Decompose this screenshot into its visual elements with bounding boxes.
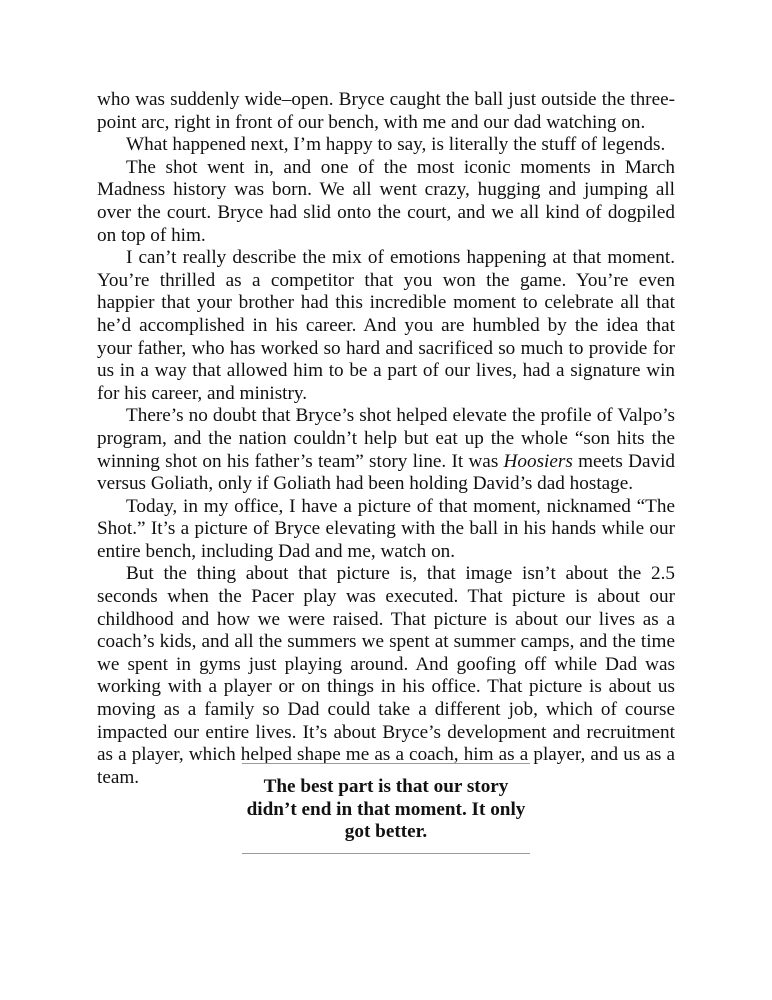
pull-quote bbox=[242, 763, 530, 854]
body-paragraph bbox=[97, 496, 675, 564]
body-paragraph bbox=[97, 247, 675, 405]
text-run: who was suddenly wide–open. Bryce caught the ball just outside the three-point arc, right in front of our bench, with me and our dad watching on. bbox=[97, 89, 675, 133]
body-paragraph bbox=[97, 89, 675, 134]
italic-title: Hoosiers bbox=[503, 450, 573, 472]
text-run: The shot went in, and one of the most iconic moments in March Madness history was born. We all went crazy, hugging and jumping all over the court. Bryce had slid onto the court, and we all kind of dogpiled on top of him. bbox=[97, 156, 675, 246]
body-paragraph bbox=[97, 134, 675, 157]
text-run: What happened next, I’m happy to say, is literally the stuff of legends. bbox=[126, 134, 666, 156]
pull-quote-line: didn’t end in that moment. It only bbox=[246, 798, 526, 820]
pull-quote-line: The best part is that our story bbox=[263, 776, 509, 797]
body-text bbox=[97, 89, 675, 789]
text-run: Today, in my office, I have a picture of that moment, nicknamed “The Shot.” It’s a picture of Bryce elevating with the ball in his hands while our entire bench, including Dad and me, watch on. bbox=[97, 495, 675, 562]
body-paragraph bbox=[97, 405, 675, 495]
text-run: I can’t really describe the mix of emotions happening at that moment. You’re thrilled as a competitor that you won the game. You’re even happier that your brother had this incredible moment to celebrate all that he’d accomplished in his career. And you are humbled by the idea that your father, who has worked so hard and sacrificed so much to provide for us in a way that allowed him to be a part of our lives, had a signature win for his career, and ministry. bbox=[97, 247, 675, 404]
body-paragraph bbox=[97, 563, 675, 789]
text-run: meets David versus Goliath, only if Goliath had been holding David’s dad hostage. bbox=[97, 450, 675, 495]
text-run: But the thing about that picture is, that image isn’t about the 2.5 seconds when the Pacer play was executed. That picture is about our childhood and how we were raised. That picture is about our lives as a coach’s kids, and all the summers we spent at summer camps, and the time we spent in gyms just playing around. And goofing off while Dad was working with a player or on things in his office. That picture is about us moving as a family so Dad could take a different job, which of course impacted our entire lives. It’s about Bryce’s development and recruitment as a player, which helped shape me as a coach, him as a player, and us as a team. bbox=[97, 563, 675, 788]
pull-quote-line: got better. bbox=[344, 821, 428, 843]
body-paragraph bbox=[97, 157, 675, 247]
text-run: There’s no doubt that Bryce’s shot helped elevate the profile of Valpo’s program, and the nation couldn’t help but eat up the whole “son hits the winning shot on his father’s team” story line. It was bbox=[97, 405, 675, 472]
